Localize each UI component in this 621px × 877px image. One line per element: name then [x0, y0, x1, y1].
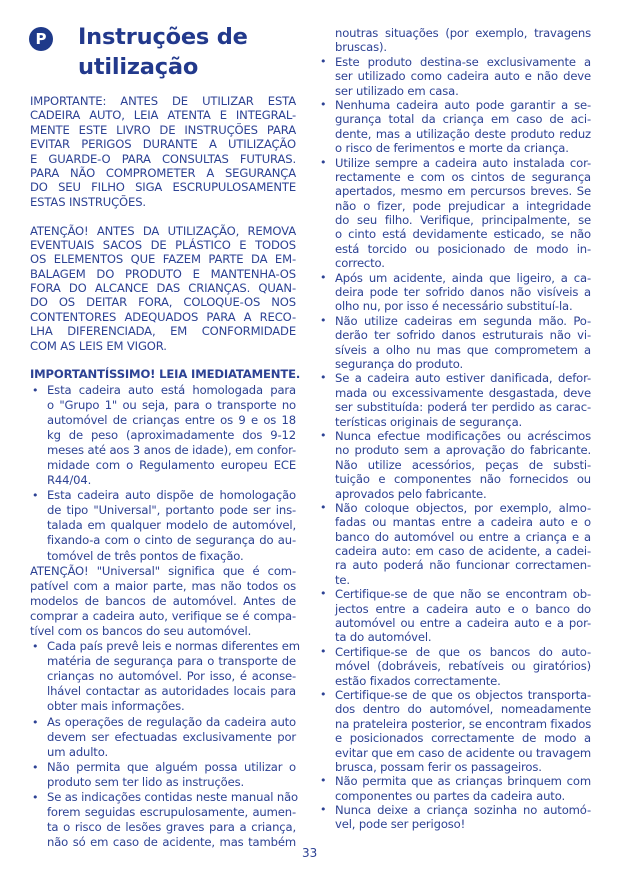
text-line: derão ter sofrido danos estruturais não vi-: [335, 328, 591, 343]
text-line: rectamente e com os cintos de segurança: [335, 169, 591, 184]
text-line: cadeira auto: em caso de acidente, a cadei-: [335, 544, 591, 559]
text-line: no produto sem a aprovação do fabricante.: [335, 443, 591, 458]
text-line: correcto.: [335, 256, 385, 271]
text-line: evitar que em caso de acidente ou travagem: [335, 745, 591, 760]
bullet-item: [30, 790, 296, 850]
text-line: COM AS LEIS EM VIGOR.: [30, 338, 167, 353]
bullet-item: [318, 55, 591, 98]
left-column: [30, 94, 301, 850]
text-line: Se as indicações contidas neste manual não: [47, 790, 298, 805]
text-line: Após um acidente, ainda que ligeiro, a ca-: [335, 270, 591, 285]
bullet-icon: •: [320, 428, 327, 442]
text-line: de tipo "Universal", portanto pode ser ins-: [47, 503, 296, 518]
text-line: ta o risco de lesões graves para a criança,: [47, 820, 296, 835]
bullet-icon: •: [320, 155, 327, 169]
text-line: ATENÇÃO! ANTES DA UTILIZAÇÃO, REMOVA: [30, 223, 296, 238]
text-line: Este produto destina-se exclusivamente a: [335, 54, 591, 69]
text-line: te.: [335, 572, 350, 587]
text-line: ra auto poderá não funcionar correctamen-: [335, 558, 591, 573]
text-line: dente, mas a utilização deste produto reduz: [335, 126, 591, 141]
text-line: na prateleira posterior, se encontram fixados: [335, 716, 592, 731]
text-line: Certifique-se de que os objectos transporta-: [335, 687, 591, 702]
bullet-icon: •: [320, 803, 327, 817]
page-title: [78, 22, 248, 82]
text-line: tível com os bancos do seu automóvel.: [30, 624, 252, 639]
bullet-item: [318, 156, 591, 271]
text-line: modelos de bancos de automóvel. Antes de: [30, 593, 296, 608]
bullet-item: [30, 488, 296, 563]
text-line: ta do automóvel.: [335, 630, 432, 645]
text-line: segurança do produto.: [335, 356, 464, 371]
text-line: R44/04.: [47, 473, 92, 488]
text-line: forem seguidas escrupulosamente, aumen-: [47, 805, 296, 820]
bullet-item: [30, 383, 296, 489]
text-line: DO SEU FILHO SIGA ESCRUPULOSAMENTE: [30, 180, 296, 195]
bullet-icon: •: [320, 587, 327, 601]
text-line: Esta cadeira auto está homologada para: [47, 382, 296, 397]
bullet-icon: •: [32, 489, 39, 503]
bullet-icon: •: [32, 715, 39, 729]
bullet-item: [318, 774, 591, 803]
text-line: produto sem ter lido as instruções.: [47, 774, 245, 789]
text-line: brusca, possam ferir os passageiros.: [335, 759, 542, 774]
text-line: Não permita que as crianças brinquem com: [335, 774, 591, 789]
text-line: crianças no automóvel. Por isso, é aconse-: [47, 669, 296, 684]
bullet-icon: •: [320, 687, 327, 701]
bullet-icon: •: [32, 383, 39, 397]
text-line: Não coloque objectos, por exemplo, almo-: [335, 500, 591, 515]
text-line: DO OS DEITAR FORA, COLOQUE-OS NOS: [30, 295, 296, 310]
text-line: ESTAS INSTRUÇÕES.: [30, 194, 146, 209]
bullet-icon: •: [320, 371, 327, 385]
text-line: não só em caso de acidente, mas também: [47, 835, 296, 850]
bullet-item: [30, 639, 300, 714]
text-line: FORA DO ALCANCE DAS CRIANÇAS. QUAN-: [30, 281, 296, 296]
text-line: móvel (dobráveis, rebatíveis ou giratórios): [335, 659, 591, 674]
text-line: vel, pode ser perigoso!: [335, 817, 466, 832]
page-number: 33: [302, 846, 318, 860]
bullet-icon: •: [320, 313, 327, 327]
text-line: automóvel ou entre a cadeira auto e a por-: [335, 616, 591, 631]
text-line: kg de peso (aproximadamente dos 9-12: [47, 427, 296, 442]
bullet-icon: •: [320, 644, 327, 658]
bullet-item: [318, 587, 591, 645]
bullet-icon: •: [320, 270, 327, 284]
text-line: está torcido ou posicionado de modo in-: [335, 241, 591, 256]
text-line: Nunca deixe a criança sozinha no automó-: [335, 803, 591, 818]
paragraph: [30, 564, 296, 639]
text-line: ser utilizado como cadeira auto e não deve: [335, 69, 591, 84]
text-line: BALAGEM DO PRODUTO E MANTENHA-OS: [30, 266, 296, 281]
paragraph: [30, 224, 296, 354]
text-line: tomóvel de três pontos de fixação.: [47, 548, 244, 563]
bullet-item: [318, 429, 591, 501]
text-line: não o fizer, pode prejudicar a integridade: [335, 198, 591, 213]
text-line: banco do automóvel ou entre a criança e a: [335, 529, 591, 544]
spacer: [30, 353, 296, 367]
paragraph: [30, 94, 296, 209]
text-line: terísticas originais de segurança.: [335, 414, 523, 429]
text-line: comprar a cadeira auto, verifique se é compa-: [30, 608, 296, 623]
text-line: jectos entre a cadeira auto e o banco do: [335, 601, 591, 616]
text-line: PARA NÃO COMPROMETER A SEGURANÇA: [30, 165, 296, 180]
right-column: [318, 26, 591, 832]
spacer: [30, 209, 296, 223]
text-line: deira pode ter sofrido danos não visíveis a: [335, 285, 591, 300]
text-line: síveis a olho nu mas que comprometem a: [335, 342, 591, 357]
bullet-icon: •: [320, 500, 327, 514]
bullet-item: [30, 715, 296, 760]
text-line: fixando-a com o cinto de segurança do au-: [47, 533, 296, 548]
text-line: As operações de regulação da cadeira auto: [47, 714, 296, 729]
title-line-2: utilização: [78, 54, 199, 80]
text-line: LHA DIFERENCIADA, EM CONFORMIDADE: [30, 324, 296, 339]
text-line: mada ou excessivamente desgastada, deve: [335, 385, 591, 400]
text-line: MENTE ESTE LIVRO DE INSTRUÇÕES PARA: [30, 122, 296, 137]
bullet-icon: •: [320, 774, 327, 788]
text-line: devem ser efectuadas exclusivamente por: [47, 729, 296, 744]
text-line: E GUARDE-O PARA CONSULTAS FUTURAS.: [30, 151, 296, 166]
bullet-icon: •: [320, 97, 327, 111]
text-line: CADEIRA AUTO, LEIA ATENTA E INTEGRAL-: [30, 108, 296, 123]
title-line-1: Instruções de: [78, 24, 248, 50]
text-line: aprovados pelo fabricante.: [335, 486, 487, 501]
text-line: EVENTUAIS SACOS DE PLÁSTICO E TODOS: [30, 237, 296, 252]
text-line: o cinto está devidamente esticado, se não: [335, 227, 591, 242]
text-line: Utilize sempre a cadeira auto instalada cor-: [335, 155, 591, 170]
bullet-item: [318, 26, 591, 55]
text-line: fadas ou mantas entre a cadeira auto e o: [335, 515, 591, 530]
text-line: apertados, mesmo em percursos breves. Se: [335, 184, 591, 199]
section-heading: [30, 367, 301, 382]
bullet-item: [318, 98, 591, 156]
text-line: e posicionados correctamente de modo a: [335, 731, 591, 746]
text-line: IMPORTANTÍSSIMO! LEIA IMEDIATAMENTE.: [30, 367, 301, 382]
bullet-item: [318, 501, 591, 587]
bullet-icon: •: [320, 54, 327, 68]
text-line: ser substituída: poderá ter perdido as carac-: [335, 400, 591, 415]
bullet-item: [318, 645, 591, 688]
text-line: Cada país prevê leis e normas diferentes em: [47, 639, 300, 654]
text-line: lhável contactar as autoridades locais para: [47, 684, 296, 699]
bullet-item: [318, 314, 591, 372]
text-line: talada em qualquer modelo de automóvel,: [47, 518, 296, 533]
text-line: Não utilize cadeiras em segunda mão. Po-: [335, 313, 591, 328]
text-line: IMPORTANTE: ANTES DE UTILIZAR ESTA: [30, 94, 296, 108]
text-line: patível com a maior parte, mas não todos os: [30, 578, 296, 593]
text-line: componentes ou partes da cadeira auto.: [335, 788, 565, 803]
text-line: Nenhuma cadeira auto pode garantir a se-: [335, 97, 591, 112]
text-line: Certifique-se de que os bancos do auto-: [335, 644, 591, 659]
text-line: dos dentro do automóvel, nomeadamente: [335, 702, 591, 717]
text-line: automóvel de crianças entre os 9 e os 18: [47, 412, 296, 427]
text-line: tuição e componentes não fornecidos ou: [335, 472, 591, 487]
text-line: estão fixados correctamente.: [335, 673, 501, 688]
text-line: ATENÇÃO! "Universal" significa que é com-: [30, 563, 296, 578]
text-line: um adulto.: [47, 744, 108, 759]
text-line: ser utilizado em casa.: [335, 83, 459, 98]
bullet-item: [318, 371, 591, 429]
text-line: meses até aos 3 anos de idade), em confor-: [47, 442, 296, 457]
text-line: o risco de ferimentos e morte da criança.: [335, 141, 569, 156]
text-line: noutras situações (por exemplo, travagens: [335, 26, 591, 40]
text-line: matéria de segurança para o transporte de: [47, 654, 296, 669]
bullet-icon: •: [32, 791, 39, 805]
text-line: Não utilize acessórios, peças de substi-: [335, 457, 591, 472]
text-line: OS ELEMENTOS QUE FAZEM PARTE DA EM-: [30, 252, 296, 267]
text-line: obter mais informações.: [47, 699, 185, 714]
bullet-item: [318, 271, 591, 314]
text-line: Não permita que alguém possa utilizar o: [47, 759, 296, 774]
bullet-item: [318, 803, 591, 832]
bullet-item: [318, 688, 591, 774]
text-line: o "Grupo 1" ou seja, para o transporte no: [47, 397, 296, 412]
text-line: do seu filho. Verifique, principalmente, se: [335, 213, 591, 228]
text-line: CONTENTORES ADEQUADOS PARA A RECO-: [30, 309, 296, 324]
text-line: Esta cadeira auto dispõe de homologação: [47, 488, 296, 503]
text-line: Se a cadeira auto estiver danificada, defor-: [335, 371, 591, 386]
text-line: gurança total da criança em caso de aci-: [335, 112, 591, 127]
text-line: bruscas).: [335, 40, 387, 55]
language-badge: P: [29, 27, 53, 51]
text-line: EVITAR PERIGOS DURANTE A UTILIZAÇÃO: [30, 137, 296, 152]
text-line: midade com o Regulamento europeu ECE: [47, 457, 296, 472]
text-line: Nunca efectue modificações ou acréscimos: [335, 428, 591, 443]
bullet-icon: •: [32, 640, 39, 654]
text-line: olho nu, por isso é necessário substituí-la.: [335, 299, 573, 314]
text-line: Certifique-se de que não se encontram ob-: [335, 587, 591, 602]
bullet-item: [30, 760, 296, 790]
bullet-icon: •: [32, 760, 39, 774]
